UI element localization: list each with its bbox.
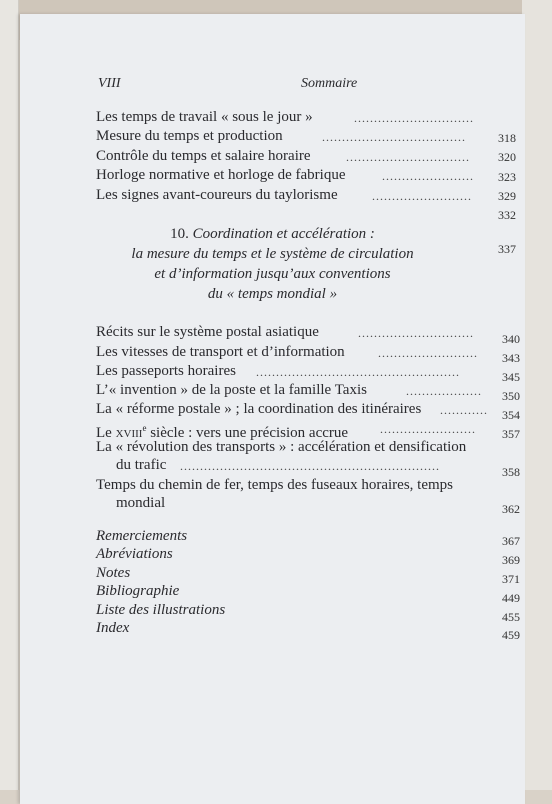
toc-page-number: 449 — [502, 591, 520, 605]
chapter-number: 10. — [170, 226, 189, 242]
leader-dots: ............................... — [346, 150, 470, 164]
toc-page-number: 371 — [502, 572, 520, 586]
toc-entry: Horloge normative et horloge de fabrique — [96, 167, 346, 183]
toc-page-number: 459 — [502, 628, 520, 642]
background-right — [522, 0, 552, 790]
toc-page-number: 318 — [498, 131, 516, 145]
book-spine-edge — [0, 0, 19, 790]
chapter-heading-line4: du « temps mondial » — [207, 286, 338, 302]
toc-entry: Les vitesses de transport et d’information — [96, 344, 345, 360]
toc-page-number: 357 — [502, 427, 520, 441]
toc-page-number: 329 — [498, 189, 516, 203]
toc-entry: Notes — [96, 565, 131, 581]
leader-dots: ................................................................. — [180, 459, 440, 473]
running-title: Sommaire — [301, 76, 358, 91]
toc-entry: Les passeports horaires — [96, 363, 236, 379]
toc-page-number: 332 — [498, 208, 516, 222]
leader-dots: ......................... — [378, 346, 478, 360]
leader-dots: ............................. — [358, 326, 474, 340]
toc-entry: Bibliographie — [96, 583, 180, 599]
toc-entry: Contrôle du temps et salaire horaire — [96, 148, 311, 164]
toc-page-number: 354 — [502, 408, 520, 422]
chapter-heading-line2: la mesure du temps et le système de circulation — [131, 246, 414, 262]
toc-entry: La « révolution des transports » : accélération et densification — [96, 439, 467, 455]
toc-entry: Les signes avant-coureurs du taylorisme — [96, 187, 338, 203]
toc-page-number: 455 — [502, 610, 520, 624]
toc-page-number: 358 — [502, 465, 520, 479]
toc-entry: L’« invention » de la poste et la famille Taxis — [96, 382, 367, 398]
toc-page-number: 340 — [502, 332, 520, 346]
toc-page-number: 345 — [502, 370, 520, 384]
leader-dots: .................................... — [322, 130, 466, 144]
toc-entry: Récits sur le système postal asiatique — [96, 324, 319, 340]
toc-entry: Les temps de travail « sous le jour » — [96, 109, 313, 125]
toc-entry: Abréviations — [96, 546, 173, 562]
toc-page-number: 343 — [502, 351, 520, 365]
toc-entry: Le xviii$^e$ siècle : vers une précision accrue — [96, 423, 349, 441]
toc-page-number: 369 — [502, 553, 520, 567]
leader-dots: ............ — [440, 403, 488, 417]
toc-entry: Temps du chemin de fer, temps des fuseaux horaires, temps — [96, 477, 453, 493]
toc-page-number: 367 — [502, 534, 520, 548]
toc-page-number: 323 — [498, 170, 516, 184]
chapter-heading-line1: 10. Coordination et accélération : — [170, 226, 375, 242]
toc-page-number: 320 — [498, 150, 516, 164]
toc-entry: Remerciements — [96, 528, 188, 544]
toc-entry: Index — [96, 620, 130, 636]
book-page — [20, 14, 525, 804]
leader-dots: ......................... — [372, 189, 472, 203]
toc-entry: Liste des illustrations — [96, 602, 226, 618]
leader-dots: .............................. — [354, 111, 474, 125]
toc-entry-continuation: du trafic — [116, 457, 167, 473]
toc-entry: Mesure du temps et production — [96, 128, 283, 144]
chapter-heading-line3: et d’information jusqu’aux conventions — [154, 266, 391, 282]
toc-page-number: 362 — [502, 502, 520, 516]
toc-entry: La « réforme postale » ; la coordination des itinéraires — [96, 401, 422, 417]
leader-dots: ....................... — [382, 169, 474, 183]
toc-page-number: 350 — [502, 389, 520, 403]
page-folio: VIII — [98, 76, 121, 91]
chapter-page-number: 337 — [498, 242, 516, 256]
toc-entry-continuation: mondial — [116, 495, 166, 511]
leader-dots: ................... — [406, 384, 482, 398]
leader-dots: ................................................... — [256, 365, 460, 379]
leader-dots: ........................ — [380, 422, 476, 436]
